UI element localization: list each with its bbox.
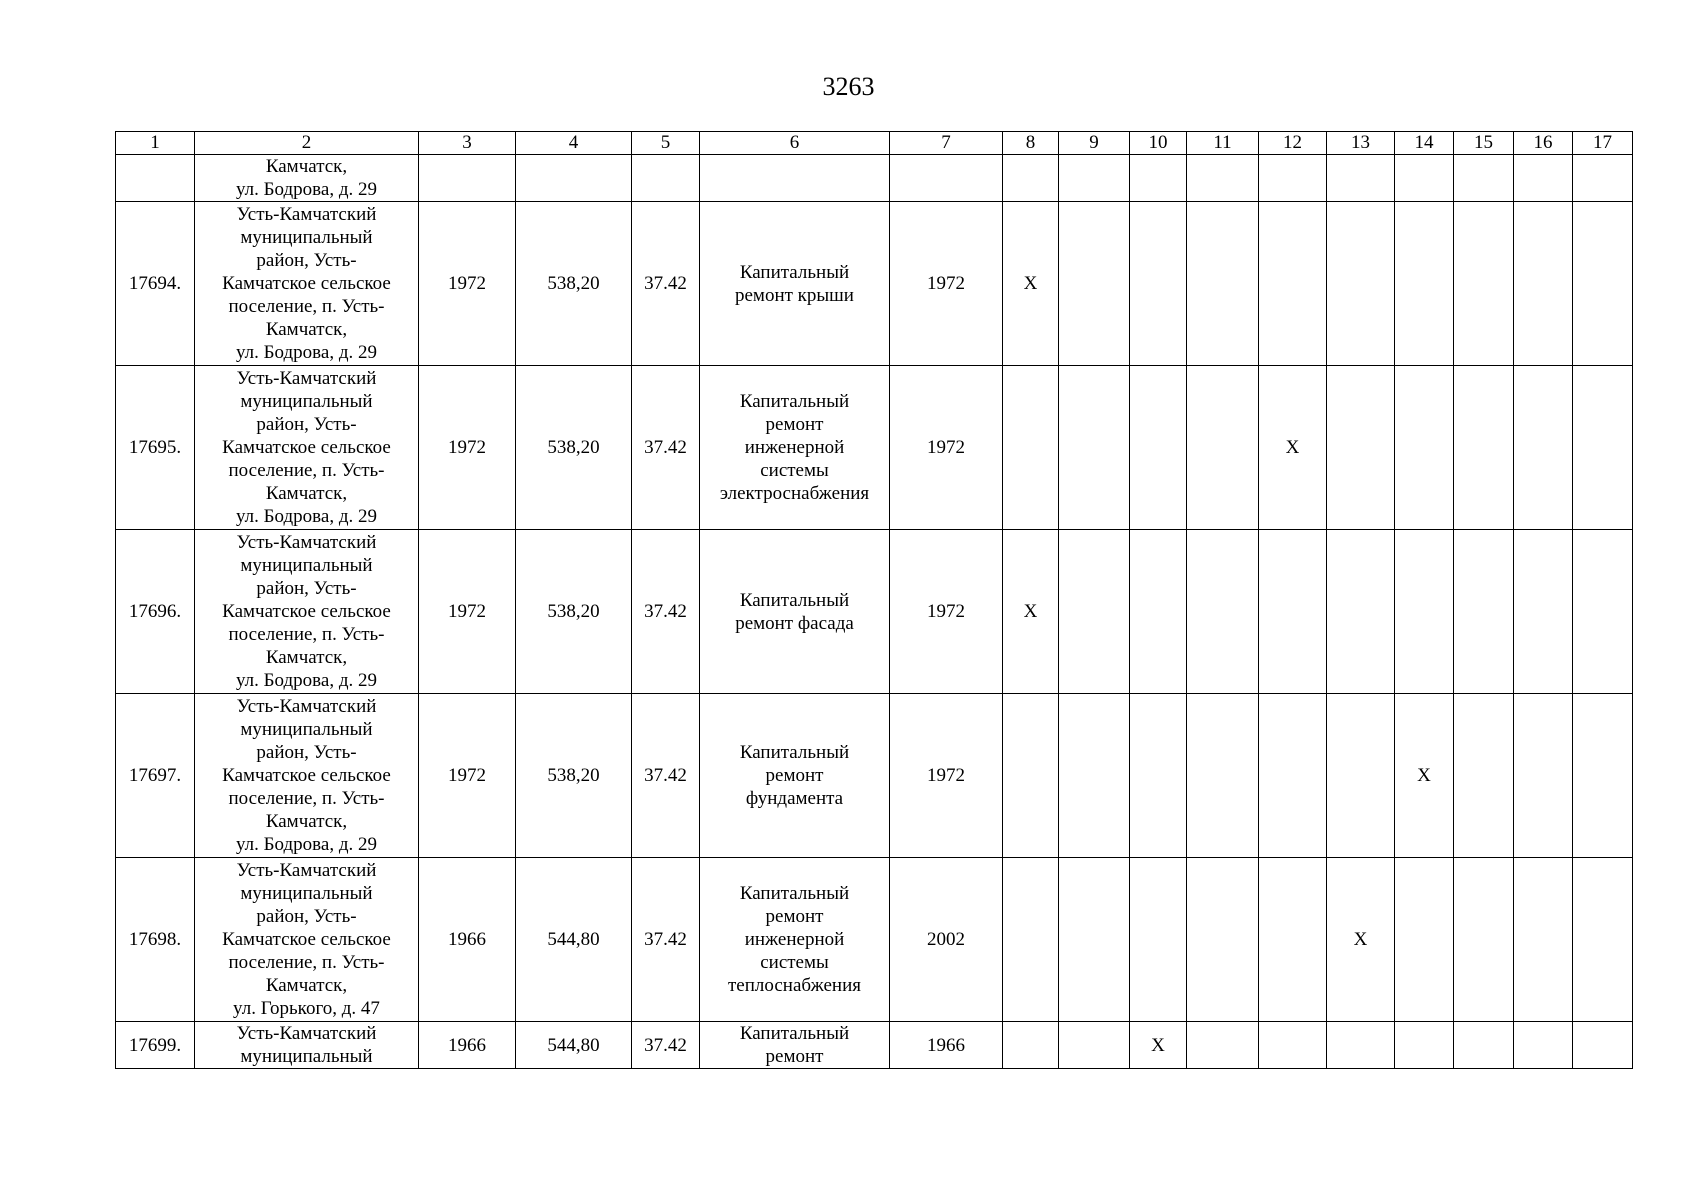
address-cell-text: Усть-Камчатский муниципальный район, Усть- Камчатское сельское поселение, п. Усть- Камчатск, ул. Бодрова, д. 29 (222, 204, 391, 363)
empty-cell (1573, 1022, 1633, 1069)
empty-cell (1327, 694, 1395, 858)
row-number-cell-text: 17699. (128, 1034, 182, 1056)
column-header-text: 6 (789, 132, 800, 153)
work-type-cell-text: Капитальный ремонт фундамента (739, 742, 850, 809)
mark-cell-text: X (1285, 437, 1300, 458)
code-cell (632, 530, 700, 694)
continuation-row (116, 155, 1633, 202)
address-cell (195, 694, 419, 858)
empty-cell (1059, 155, 1130, 202)
table-row (116, 202, 1633, 366)
empty-cell (632, 155, 700, 202)
empty-cell (1003, 155, 1059, 202)
column-header (1454, 132, 1514, 155)
empty-cell (1003, 1022, 1059, 1069)
empty-cell (1454, 694, 1514, 858)
column-header-text: 5 (660, 132, 671, 153)
column-header-text: 16 (1533, 132, 1553, 153)
column-header-text: 13 (1351, 132, 1370, 153)
column-header-text: 17 (1593, 132, 1612, 153)
repair-year-cell (890, 858, 1003, 1022)
row-number-cell-text: 17698. (128, 929, 182, 950)
work-type-cell-text: Капитальный ремонт (739, 1023, 850, 1067)
empty-cell (1327, 1022, 1395, 1069)
column-header-text: 2 (301, 132, 312, 153)
empty-cell (1130, 694, 1187, 858)
build-year-cell (419, 858, 516, 1022)
column-header (1327, 132, 1395, 155)
empty-cell (1059, 1022, 1130, 1069)
area-cell-text: 544,80 (547, 1034, 600, 1056)
empty-cell (1454, 858, 1514, 1022)
column-header (1187, 132, 1259, 155)
column-header-text: 15 (1474, 132, 1493, 153)
mark-cell-text: X (1417, 765, 1431, 786)
work-type-cell-text: Капитальный ремонт инженерной системы электроснабжения (719, 391, 870, 504)
column-header (1003, 132, 1059, 155)
work-type-cell (700, 694, 890, 858)
repair-year-cell-text: 1966 (927, 1034, 965, 1056)
empty-cell (1059, 530, 1130, 694)
address-cell (195, 858, 419, 1022)
row-number-cell (116, 202, 195, 366)
address-cell (195, 366, 419, 530)
column-header-text: 12 (1283, 132, 1302, 153)
repair-year-cell (890, 694, 1003, 858)
row-number-cell-text: 17697. (128, 765, 182, 786)
empty-cell (1573, 694, 1633, 858)
repair-year-cell-text: 2002 (927, 929, 965, 950)
empty-cell (1187, 202, 1259, 366)
area-cell-text: 538,20 (547, 437, 600, 458)
row-number-cell (116, 858, 195, 1022)
empty-cell (1259, 694, 1327, 858)
repair-year-cell-text: 1972 (927, 765, 965, 786)
area-cell (516, 694, 632, 858)
table-row (116, 530, 1633, 694)
empty-cell (1187, 366, 1259, 530)
address-cell-text: Камчатск, ул. Бодрова, д. 29 (236, 156, 377, 200)
mark-cell (1259, 366, 1327, 530)
address-cell-text: Усть-Камчатский муниципальный район, Усть- Камчатское сельское поселение, п. Усть- Камчатск, ул. Бодрова, д. 29 (222, 532, 391, 691)
empty-cell (1573, 202, 1633, 366)
area-cell (516, 202, 632, 366)
code-cell-text: 37.42 (644, 929, 687, 950)
empty-cell (116, 155, 195, 202)
empty-cell (1059, 202, 1130, 366)
mark-cell-text: X (1023, 601, 1038, 622)
empty-cell (1187, 1022, 1259, 1069)
build-year-cell (419, 366, 516, 530)
build-year-cell (419, 530, 516, 694)
repair-year-cell (890, 202, 1003, 366)
empty-cell (1003, 694, 1059, 858)
build-year-cell (419, 694, 516, 858)
empty-cell (1259, 530, 1327, 694)
empty-cell (700, 155, 890, 202)
empty-cell (1327, 155, 1395, 202)
table-row (116, 694, 1633, 858)
empty-cell (1059, 366, 1130, 530)
column-header-text: 11 (1213, 132, 1232, 153)
empty-cell (1514, 858, 1573, 1022)
column-header-text: 1 (150, 132, 160, 153)
empty-cell (1514, 530, 1573, 694)
register-table (115, 131, 1633, 1069)
column-header-text: 8 (1025, 132, 1036, 153)
page-number: 3263 (822, 72, 875, 101)
empty-cell (1187, 694, 1259, 858)
empty-cell (1395, 858, 1454, 1022)
mark-cell-text: X (1151, 1034, 1165, 1056)
empty-cell (1187, 530, 1259, 694)
mark-cell (1003, 530, 1059, 694)
code-cell (632, 366, 700, 530)
mark-cell-text: X (1023, 273, 1038, 294)
work-type-cell-text: Капитальный ремонт фасада (735, 589, 854, 634)
empty-cell (1130, 366, 1187, 530)
empty-cell (1003, 858, 1059, 1022)
column-header (516, 132, 632, 155)
empty-cell (1514, 202, 1573, 366)
header-row (116, 132, 1633, 155)
empty-cell (1187, 155, 1259, 202)
column-header (1059, 132, 1130, 155)
empty-cell (1514, 694, 1573, 858)
empty-cell (1514, 155, 1573, 202)
column-header (890, 132, 1003, 155)
column-header (116, 132, 195, 155)
empty-cell (1259, 202, 1327, 366)
column-header (700, 132, 890, 155)
row-number-cell-text: 17694. (128, 273, 182, 294)
build-year-cell-text: 1972 (448, 273, 486, 294)
build-year-cell (419, 202, 516, 366)
address-cell-text: Усть-Камчатский муниципальный (236, 1023, 377, 1067)
work-type-cell (700, 202, 890, 366)
mark-cell-text: X (1353, 929, 1368, 950)
code-cell (632, 694, 700, 858)
column-header-text: 4 (568, 132, 579, 153)
repair-year-cell-text: 1972 (927, 273, 965, 294)
empty-cell (1259, 858, 1327, 1022)
build-year-cell-text: 1972 (448, 601, 486, 622)
address-cell (195, 530, 419, 694)
empty-cell (1454, 155, 1514, 202)
mark-cell (1327, 858, 1395, 1022)
address-cell (195, 202, 419, 366)
address-cell-text: Усть-Камчатский муниципальный район, Усть- Камчатское сельское поселение, п. Усть- Камчатск, ул. Бодрова, д. 29 (222, 368, 391, 527)
repair-year-cell (890, 366, 1003, 530)
empty-cell (1327, 366, 1395, 530)
column-header-text: 3 (462, 132, 472, 153)
empty-cell (1514, 366, 1573, 530)
address-cell (195, 155, 419, 202)
empty-cell (1187, 858, 1259, 1022)
empty-cell (1573, 858, 1633, 1022)
empty-cell (1454, 1022, 1514, 1069)
address-cell (195, 1022, 419, 1069)
empty-cell (1395, 1022, 1454, 1069)
empty-cell (1395, 155, 1454, 202)
column-header-text: 7 (941, 132, 951, 153)
work-type-cell (700, 1022, 890, 1069)
mark-cell (1003, 202, 1059, 366)
repair-year-cell (890, 530, 1003, 694)
row-number-cell (116, 1022, 195, 1069)
code-cell-text: 37.42 (644, 765, 687, 786)
empty-cell (1573, 366, 1633, 530)
empty-cell (1327, 202, 1395, 366)
code-cell-text: 37.42 (644, 437, 687, 458)
empty-cell (1454, 530, 1514, 694)
empty-cell (1003, 366, 1059, 530)
address-cell-text: Усть-Камчатский муниципальный район, Усть- Камчатское сельское поселение, п. Усть- Камчатск, ул. Бодрова, д. 29 (222, 696, 391, 855)
empty-cell (1059, 858, 1130, 1022)
column-header (1259, 132, 1327, 155)
column-header (1514, 132, 1573, 155)
work-type-cell (700, 858, 890, 1022)
column-header-text: 9 (1089, 132, 1099, 153)
area-cell (516, 858, 632, 1022)
area-cell (516, 1022, 632, 1069)
empty-cell (1573, 155, 1633, 202)
address-cell-text: Усть-Камчатский муниципальный район, Усть- Камчатское сельское поселение, п. Усть- Камчатск, ул. Горького, д. 47 (222, 860, 391, 1019)
work-type-cell-text: Капитальный ремонт крыши (735, 261, 854, 306)
empty-cell (1573, 530, 1633, 694)
column-header-text: 14 (1414, 132, 1434, 153)
area-cell (516, 366, 632, 530)
column-header (1395, 132, 1454, 155)
mark-cell (1395, 694, 1454, 858)
code-cell-text: 37.42 (644, 273, 687, 294)
column-header (419, 132, 516, 155)
empty-cell (1395, 530, 1454, 694)
area-cell (516, 530, 632, 694)
code-cell (632, 858, 700, 1022)
work-type-cell (700, 366, 890, 530)
column-header (1130, 132, 1187, 155)
work-type-cell-text: Капитальный ремонт инженерной системы теплоснабжения (728, 883, 861, 996)
column-header (1573, 132, 1633, 155)
area-cell-text: 538,20 (547, 765, 600, 786)
empty-cell (1454, 366, 1514, 530)
build-year-cell (419, 1022, 516, 1069)
empty-cell (516, 155, 632, 202)
column-header (195, 132, 419, 155)
empty-cell (1130, 202, 1187, 366)
empty-cell (1130, 858, 1187, 1022)
repair-year-cell-text: 1972 (927, 437, 965, 458)
repair-year-cell-text: 1972 (927, 601, 965, 622)
repair-year-cell (890, 1022, 1003, 1069)
code-cell-text: 37.42 (644, 1034, 687, 1056)
row-number-cell (116, 366, 195, 530)
column-header-text: 10 (1148, 132, 1168, 153)
empty-cell (1259, 155, 1327, 202)
column-header (632, 132, 700, 155)
empty-cell (1454, 202, 1514, 366)
empty-cell (1259, 1022, 1327, 1069)
code-cell (632, 1022, 700, 1069)
empty-cell (1514, 1022, 1573, 1069)
code-cell (632, 202, 700, 366)
build-year-cell-text: 1966 (448, 1034, 486, 1056)
table-row (116, 858, 1633, 1022)
row-number-cell (116, 530, 195, 694)
table-row (116, 1022, 1633, 1069)
area-cell-text: 544,80 (547, 929, 600, 950)
mark-cell (1130, 1022, 1187, 1069)
empty-cell (1059, 694, 1130, 858)
row-number-cell-text: 17696. (128, 601, 182, 622)
empty-cell (1395, 202, 1454, 366)
code-cell-text: 37.42 (644, 601, 687, 622)
work-type-cell (700, 530, 890, 694)
build-year-cell-text: 1972 (448, 765, 486, 786)
empty-cell (419, 155, 516, 202)
empty-cell (1130, 530, 1187, 694)
empty-cell (1395, 366, 1454, 530)
build-year-cell-text: 1972 (448, 437, 486, 458)
empty-cell (1130, 155, 1187, 202)
empty-cell (1327, 530, 1395, 694)
area-cell-text: 538,20 (547, 601, 600, 622)
build-year-cell-text: 1966 (448, 929, 486, 950)
row-number-cell-text: 17695. (128, 437, 182, 458)
area-cell-text: 538,20 (547, 273, 600, 294)
table-row (116, 366, 1633, 530)
empty-cell (890, 155, 1003, 202)
row-number-cell (116, 694, 195, 858)
